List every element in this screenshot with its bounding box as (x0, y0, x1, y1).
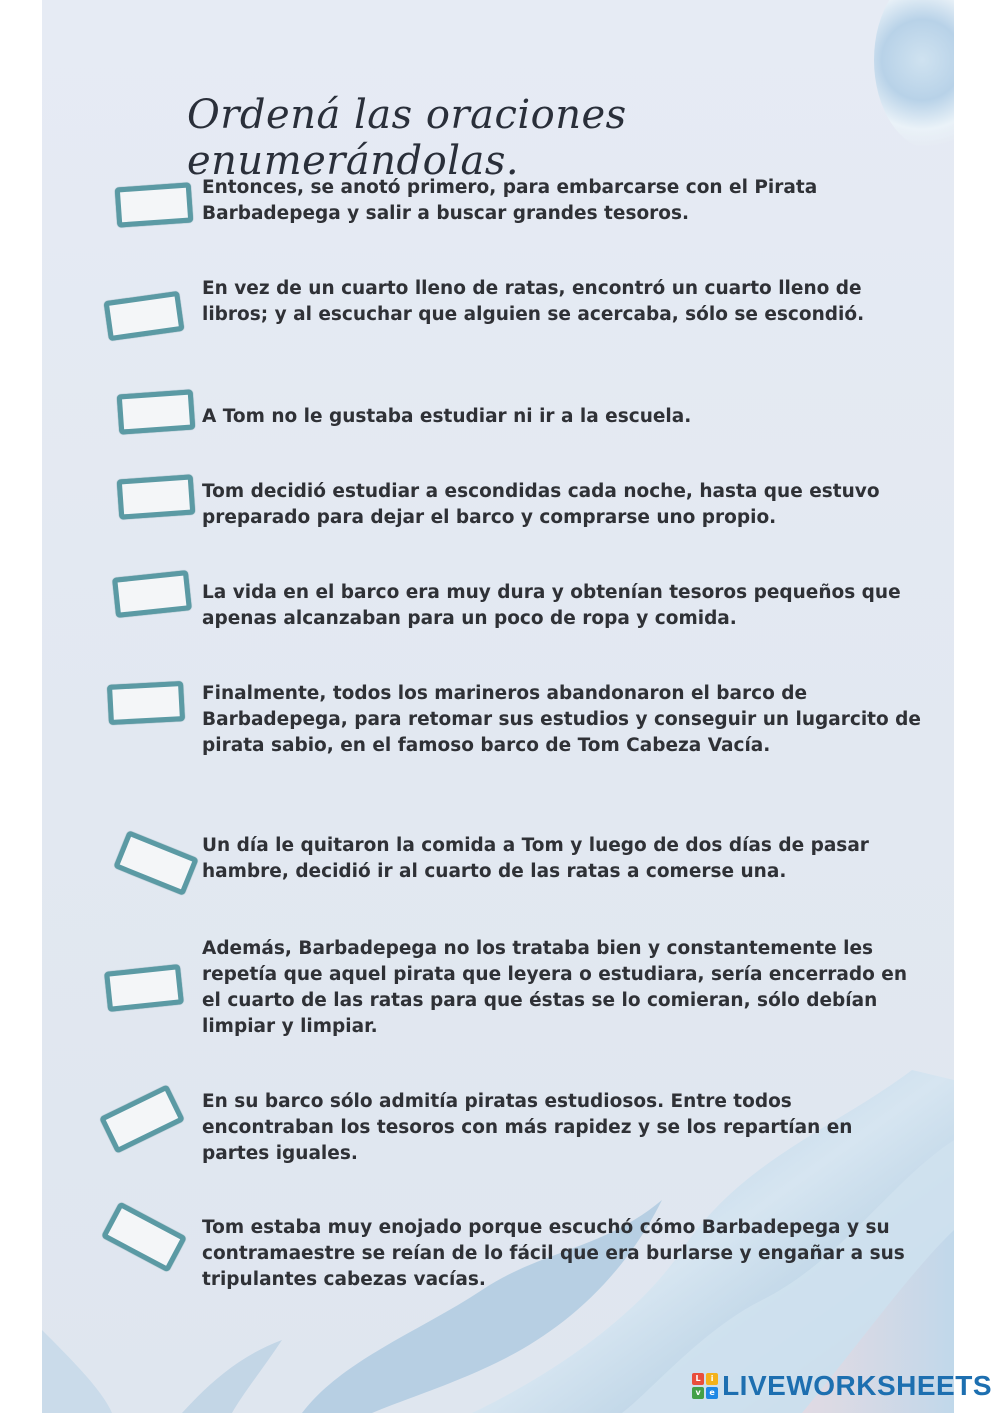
answer-box-8[interactable] (104, 964, 184, 1012)
sentence-text-3: A Tom no le gustaba estudiar ni ir a la escuela. (202, 406, 692, 427)
sentence-text-7: Un día le quitaron la comida a Tom y luego de dos días de pasar hambre, decidió ir al cuarto de las ratas a comerse una. (202, 835, 869, 882)
answer-box-6[interactable] (107, 681, 185, 725)
sentence-text-2: En vez de un cuarto lleno de ratas, encontró un cuarto lleno de libros; y al escuchar que alguien se acercaba, sólo se escondió. (202, 278, 865, 325)
logo-text: LIVEWORKSHEETS (722, 1370, 992, 1401)
sentence-text-4: Tom decidió estudiar a escondidas cada noche, hasta que estuvo preparado para dejar el barco y comprarse uno propio. (202, 481, 880, 528)
worksheet-title: Ordená las oraciones enumerándolas. (187, 92, 627, 184)
answer-box-5[interactable] (112, 570, 192, 618)
logo-mark-icon: L i v e (692, 1373, 718, 1399)
sentence-text-8: Además, Barbadepega no los trataba bien y constantemente les repetía que aquel pirata que leyera o estudiara, sería encerrado en el cuarto de las ratas para que éstas se lo comieran, sólo debían limpiar y limpiar. (202, 938, 907, 1037)
sentence-text-5: La vida en el barco era muy dura y obtenían tesoros pequeños que apenas alcanzaban para un poco de ropa y comida. (202, 582, 901, 629)
answer-box-1[interactable] (115, 182, 194, 227)
worksheet-page (42, 0, 954, 1413)
answer-box-4[interactable] (117, 474, 196, 519)
sentence-text-9: En su barco sólo admitía piratas estudiosos. Entre todos encontraban los tesoros con más rapidez y se los repartían en partes iguales. (202, 1091, 853, 1164)
sentence-text-1: Entonces, se anotó primero, para embarcarse con el Pirata Barbadepega y salir a buscar grandes tesoros. (202, 177, 818, 224)
liveworksheets-logo[interactable] (692, 1369, 992, 1403)
sentence-text-10: Tom estaba muy enojado porque escuchó cómo Barbadepega y su contramaestre se reían de lo fácil que era burlarse y engañar a sus tripulantes cabezas vacías. (202, 1217, 905, 1290)
sentence-text-6: Finalmente, todos los marineros abandonaron el barco de Barbadepega, para retomar sus estudios y conseguir un lugarcito de pirata sabio, en el famoso barco de Tom Cabeza Vacía. (202, 683, 921, 756)
answer-box-3[interactable] (117, 389, 196, 434)
